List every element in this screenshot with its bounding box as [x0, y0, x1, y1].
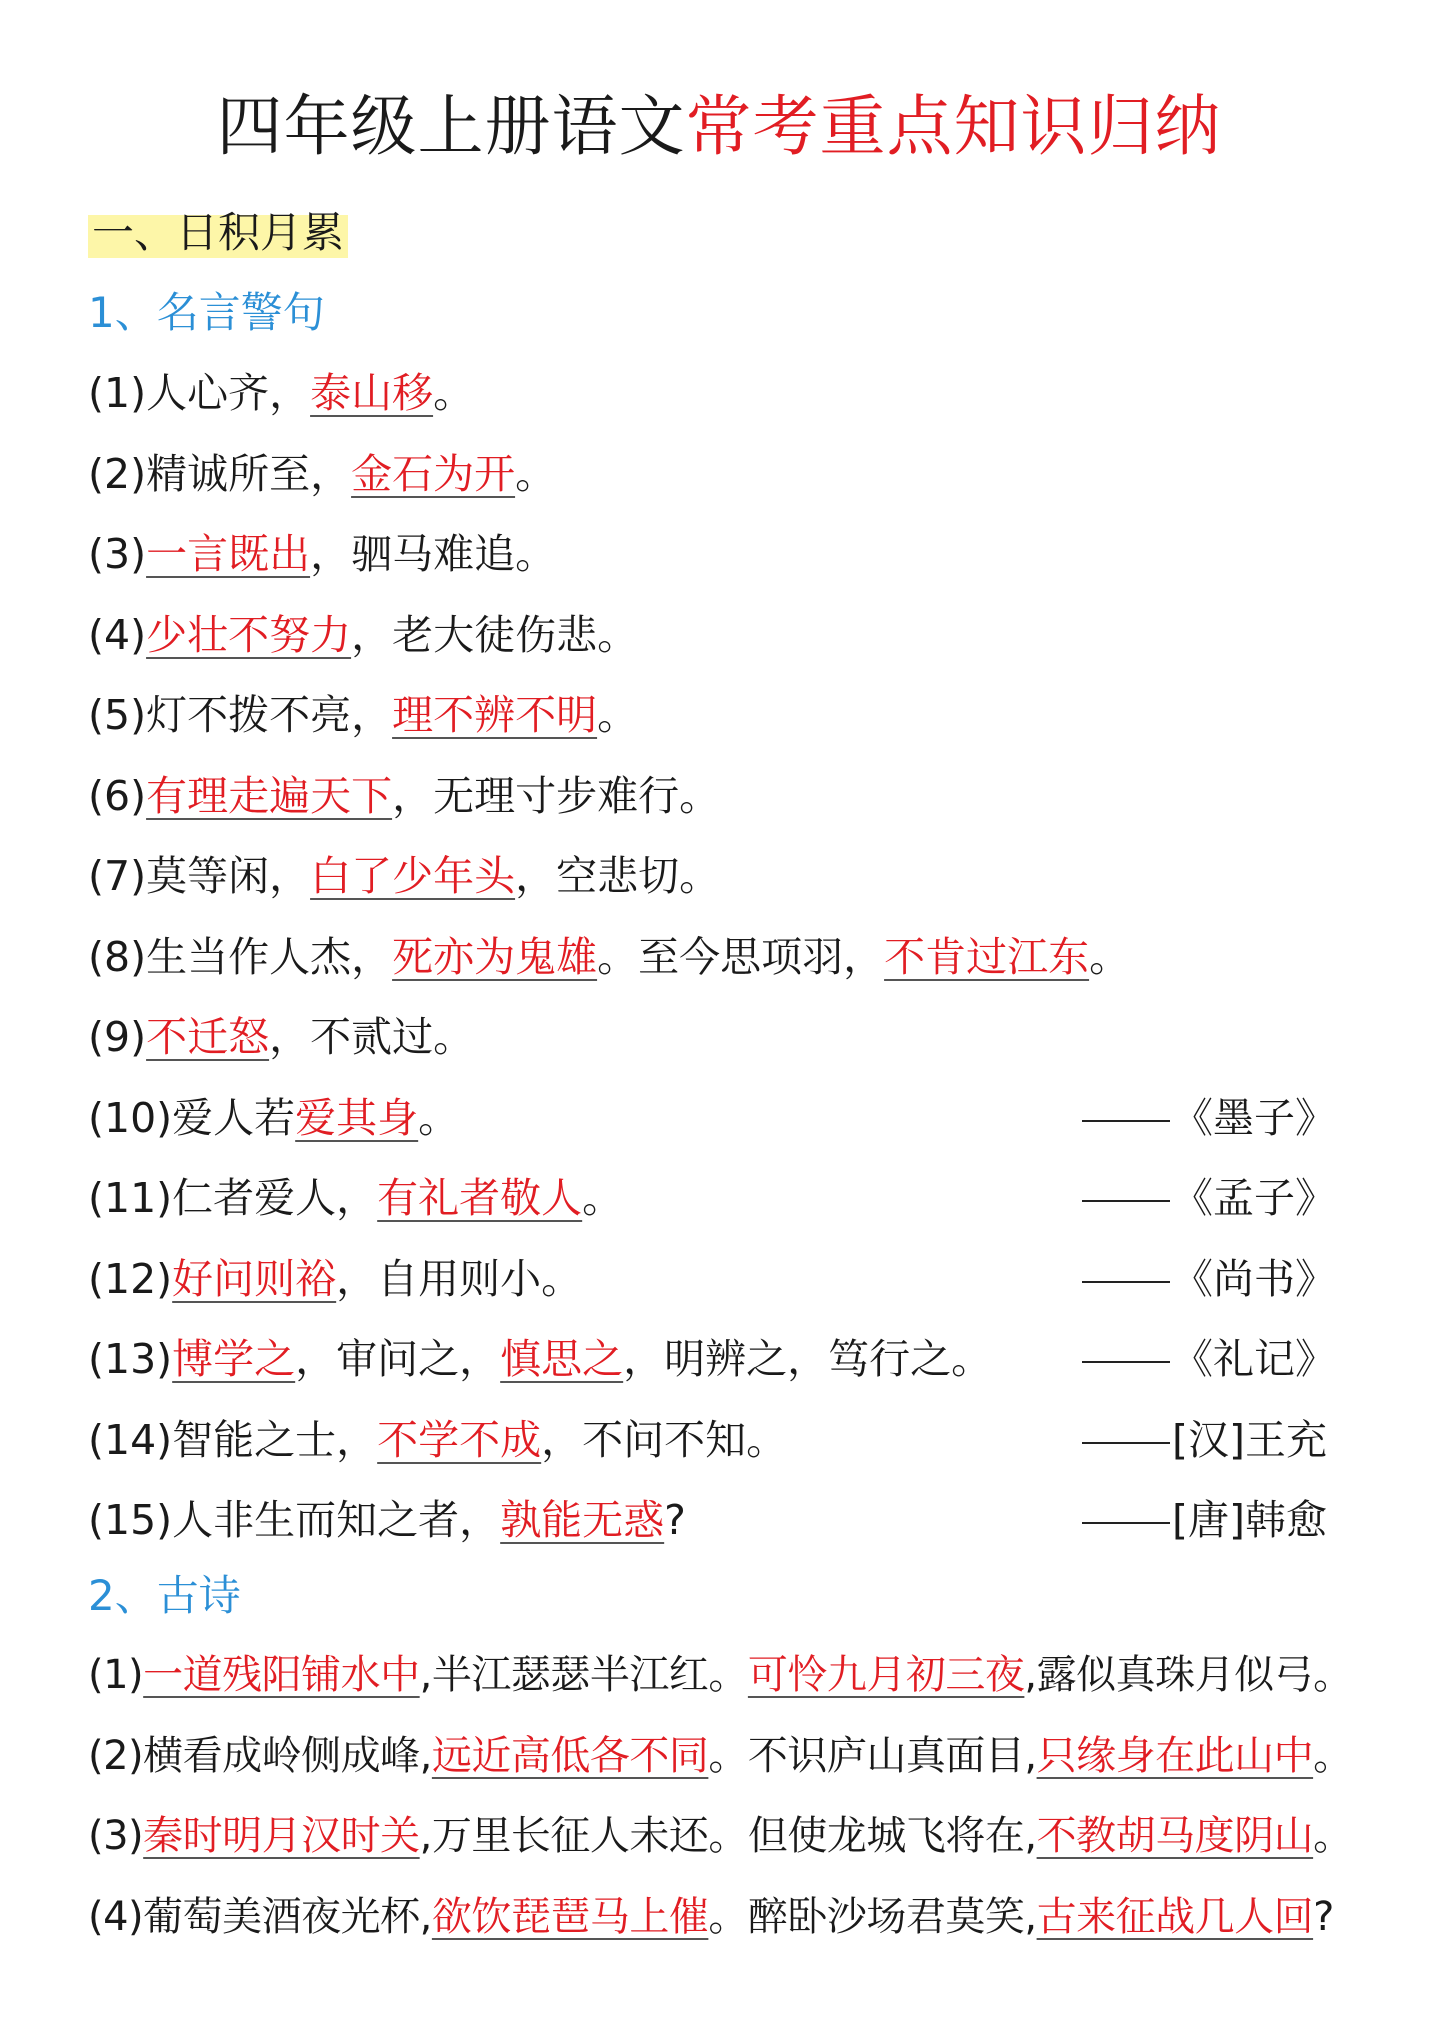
- prompt-text: (12): [88, 1254, 173, 1303]
- answer-text: 慎思之: [500, 1335, 624, 1383]
- quote-source: [1082, 1329, 1336, 1389]
- subsection-heading-poems: 2、古诗: [88, 1571, 241, 1620]
- answer-text: 秦时明月汉时关: [143, 1813, 420, 1859]
- prompt-text: 。: [1089, 932, 1131, 981]
- quote-line: [88, 685, 638, 745]
- answer-text: 爱其身: [295, 1093, 419, 1142]
- prompt-text: 。: [597, 691, 639, 739]
- prompt-text: (11)仁者爱人，: [88, 1174, 378, 1222]
- answer-text: 不迁怒: [146, 1013, 270, 1061]
- prompt-text: ，审问之，: [295, 1335, 501, 1383]
- title-red: 常考重点知识归纳: [685, 88, 1222, 165]
- quote-line: [88, 1410, 787, 1470]
- quote-line: [88, 444, 556, 504]
- prompt-text: 。不识庐山真面目,: [708, 1732, 1037, 1779]
- prompt-text: 。醉卧沙场君莫笑,: [708, 1893, 1037, 1940]
- prompt-text: ,半江瑟瑟半江红。: [419, 1652, 748, 1698]
- prompt-text: 。: [1313, 1732, 1353, 1779]
- answer-text: 好问则裕: [172, 1254, 337, 1303]
- source-text: [唐]韩愈: [1172, 1496, 1327, 1544]
- source-text: 《礼记》: [1172, 1335, 1336, 1383]
- quote-source: [1082, 1490, 1327, 1550]
- answer-text: 一言既出: [146, 530, 311, 578]
- source-text: 《孟子》: [1172, 1174, 1336, 1222]
- prompt-text: (6): [88, 771, 147, 820]
- prompt-text: 。: [1313, 1813, 1353, 1859]
- section-heading: 一、日积月累: [88, 203, 348, 263]
- answer-text: 欲饮琵琶马上催: [431, 1893, 709, 1940]
- quote-source: [1082, 1410, 1327, 1470]
- prompt-text: (5)灯不拨不亮，: [88, 691, 393, 739]
- prompt-text: (15)人非生而知之者，: [88, 1496, 501, 1544]
- title-black: 四年级上册语文: [216, 88, 686, 165]
- prompt-text: ，老大徒伤悲。: [351, 610, 639, 659]
- quote-line: [88, 1329, 992, 1389]
- answer-text: 有礼者敬人: [377, 1174, 583, 1222]
- prompt-text: ，自用则小。: [336, 1254, 583, 1303]
- em-dash: [1082, 1522, 1170, 1524]
- quote-line: [88, 1007, 474, 1067]
- em-dash: [1082, 1200, 1170, 1202]
- page-title: [0, 82, 1438, 172]
- prompt-text: ，不贰过。: [269, 1013, 475, 1061]
- poem-line: [88, 1645, 1353, 1705]
- answer-text: 泰山移: [310, 369, 434, 417]
- quote-source: [1082, 1088, 1336, 1148]
- answer-text: 不学不成: [377, 1415, 542, 1464]
- quote-line: [88, 766, 720, 826]
- answer-text: 少壮不努力: [146, 610, 352, 659]
- prompt-text: (7)莫等闲，: [88, 852, 311, 900]
- quote-line: [88, 1249, 582, 1309]
- quote-line: [88, 1088, 459, 1148]
- prompt-text: ,露似真珠月似弓。: [1024, 1652, 1353, 1698]
- prompt-text: ，明辨之，笃行之。: [623, 1335, 993, 1383]
- prompt-text: (8)生当作人杰，: [88, 932, 393, 981]
- quote-line: [88, 363, 474, 423]
- source-text: 《墨子》: [1172, 1093, 1336, 1142]
- prompt-text: (3): [88, 1813, 144, 1859]
- quote-source: [1082, 1249, 1336, 1309]
- quote-line: [88, 524, 556, 584]
- prompt-text: ，不问不知。: [541, 1415, 788, 1464]
- answer-text: 不教胡马度阴山: [1036, 1813, 1314, 1859]
- poem-line: [88, 1806, 1353, 1866]
- prompt-text: (13): [88, 1335, 173, 1383]
- prompt-text: (2)横看成岭侧成峰,: [88, 1732, 432, 1779]
- em-dash: [1082, 1120, 1170, 1122]
- prompt-text: 。至今思项羽，: [597, 932, 885, 981]
- answer-text: 不肯过江东: [884, 932, 1090, 981]
- answer-text: 金石为开: [351, 449, 516, 498]
- answer-text: 死亦为鬼雄: [392, 932, 598, 981]
- prompt-text: (2)精诚所至，: [88, 449, 352, 498]
- em-dash: [1082, 1281, 1170, 1283]
- em-dash: [1082, 1442, 1170, 1444]
- quote-line: [88, 927, 1130, 987]
- prompt-text: ，空悲切。: [515, 852, 721, 900]
- source-text: [汉]王充: [1172, 1415, 1327, 1464]
- answer-text: 可怜九月初三夜: [747, 1652, 1025, 1698]
- quote-line: [88, 605, 638, 665]
- quote-source: [1082, 1168, 1336, 1228]
- answer-text: 只缘身在此山中: [1036, 1732, 1314, 1779]
- answer-text: 理不辨不明: [392, 691, 598, 739]
- poem-line: [88, 1726, 1353, 1786]
- em-dash: [1082, 1361, 1170, 1363]
- prompt-text: ?: [1313, 1893, 1334, 1940]
- prompt-text: 。: [582, 1174, 624, 1222]
- quote-line: [88, 1490, 686, 1550]
- quote-line: [88, 846, 720, 906]
- prompt-text: (9): [88, 1013, 147, 1061]
- prompt-text: (3): [88, 530, 147, 578]
- prompt-text: (1): [88, 1652, 144, 1698]
- quote-line: [88, 1168, 623, 1228]
- subsection-heading-quotes: 1、名言警句: [88, 288, 325, 337]
- prompt-text: (4)葡萄美酒夜光杯,: [88, 1893, 432, 1940]
- source-text: 《尚书》: [1172, 1254, 1336, 1303]
- answer-text: 白了少年头: [310, 852, 516, 900]
- prompt-text: ，驷马难追。: [310, 530, 557, 578]
- prompt-text: 。: [515, 449, 557, 498]
- prompt-text: ，无理寸步难行。: [392, 771, 721, 820]
- poem-line: [88, 1887, 1334, 1947]
- answer-text: 远近高低各不同: [431, 1732, 709, 1779]
- prompt-text: (4): [88, 610, 147, 659]
- answer-text: 孰能无惑: [500, 1496, 665, 1544]
- prompt-text: (10)爱人若: [88, 1093, 296, 1142]
- answer-text: 博学之: [172, 1335, 296, 1383]
- prompt-text: ,万里长征人未还。但使龙城飞将在,: [419, 1813, 1037, 1859]
- prompt-text: 。: [433, 369, 475, 417]
- prompt-text: ?: [664, 1496, 686, 1544]
- prompt-text: 。: [418, 1093, 460, 1142]
- prompt-text: (1)人心齐，: [88, 369, 311, 417]
- answer-text: 一道残阳铺水中: [143, 1652, 420, 1698]
- prompt-text: (14)智能之士，: [88, 1415, 378, 1464]
- answer-text: 有理走遍天下: [146, 771, 393, 820]
- answer-text: 古来征战几人回: [1036, 1893, 1314, 1940]
